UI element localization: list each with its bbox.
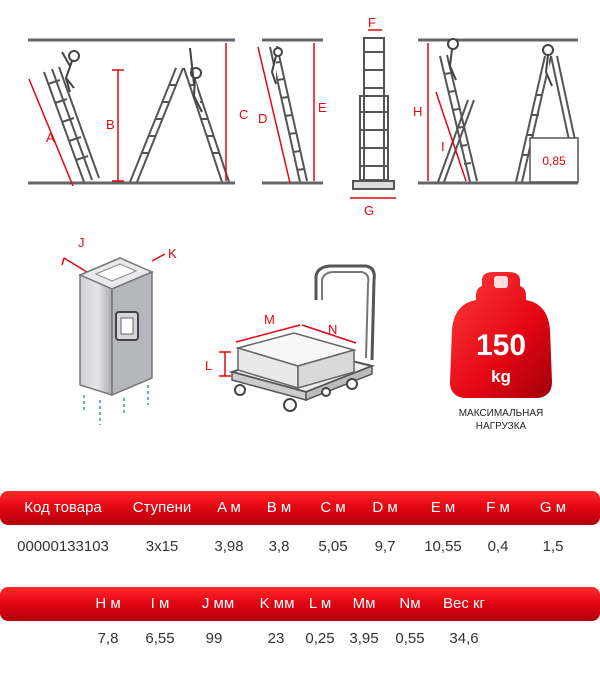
platform-size-value: 0,85: [542, 154, 566, 168]
table1-value-a: 3,98: [214, 538, 244, 555]
scene-leaning-and-a-frame: [28, 40, 248, 186]
table1-value-d: 9,7: [374, 538, 396, 555]
dim-label-n: N: [328, 322, 338, 337]
table1-header-f: F м: [486, 499, 510, 516]
spec-table-1-header: [0, 491, 600, 525]
worker-figure-icon: [448, 39, 553, 86]
dim-label-e: E: [318, 100, 327, 115]
dim-label-d: D: [258, 111, 268, 126]
table2-value-l: 0,25: [305, 630, 335, 647]
table2-value-i: 6,55: [145, 630, 175, 647]
dim-label-i: I: [441, 139, 445, 154]
dim-label-k: K: [168, 246, 177, 261]
dim-label-j: J: [78, 235, 85, 250]
spec-table-2-header: [0, 587, 600, 621]
scene-extended-ladder: [258, 40, 327, 183]
folded-ladder-illustration: [353, 38, 394, 189]
dim-label-b: B: [106, 117, 115, 132]
dim-label-a: A: [46, 130, 55, 145]
table2-value-k: 23: [267, 630, 285, 647]
dim-label-l: L: [205, 358, 213, 373]
table2-header-k: K мм: [259, 595, 295, 612]
table1-header-c: C м: [320, 499, 346, 516]
table2-header-h: H м: [95, 595, 121, 612]
table1-value-b: 3,8: [268, 538, 290, 555]
scene-folded-ladder: [350, 15, 396, 218]
table2-value-weight: 34,6: [449, 630, 479, 647]
table2-header-m: Mм: [352, 595, 376, 612]
dim-label-g: G: [364, 203, 375, 218]
table1-value-c: 5,05: [318, 538, 348, 555]
table2-header-n: Nм: [399, 595, 421, 612]
table2-value-j: 99: [205, 630, 223, 647]
max-load-weight-badge: [450, 272, 552, 432]
table2-header-l: L м: [308, 595, 332, 612]
dim-label-c: C: [239, 107, 249, 122]
weight-unit: kg: [491, 367, 511, 386]
table1-value-steps: 3x15: [145, 538, 179, 555]
table1-value-g: 1,5: [542, 538, 564, 555]
table1-header-a: A м: [217, 499, 241, 516]
transport-cart-diagram: [205, 266, 374, 411]
table2-value-n: 0,55: [395, 630, 425, 647]
table2-header-weight: Вес кг: [442, 595, 486, 612]
dim-label-h: H: [413, 104, 423, 119]
table2-header-i: I м: [150, 595, 170, 612]
table1-header-d: D м: [372, 499, 398, 516]
dim-label-f: F: [368, 15, 376, 30]
table1-header-b: B м: [266, 499, 292, 516]
table1-header-steps: Ступени: [132, 499, 192, 516]
weight-value: 150: [475, 329, 527, 362]
max-load-caption-2: НАГРУЗКА: [475, 421, 527, 432]
max-load-caption-1: МАКСИМАЛЬНАЯ: [458, 408, 544, 419]
dim-label-m: M: [264, 312, 275, 327]
scene-ladder-with-platform: [413, 39, 578, 183]
table2-value-h: 7,8: [97, 630, 119, 647]
table1-value-e: 10,55: [424, 538, 462, 555]
table2-header-j: J мм: [201, 595, 235, 612]
table1-header-e: E м: [430, 499, 456, 516]
table1-value-code: 00000133103: [17, 538, 109, 555]
table1-header-code: Код товара: [24, 499, 102, 516]
worker-figure-icon: [62, 51, 79, 92]
a-frame-ladder-illustration: [130, 68, 229, 182]
table1-header-g: G м: [539, 499, 567, 516]
table1-value-f: 0,4: [487, 538, 509, 555]
table2-value-m: 3,95: [349, 630, 379, 647]
profile-column-diagram: [62, 235, 177, 425]
